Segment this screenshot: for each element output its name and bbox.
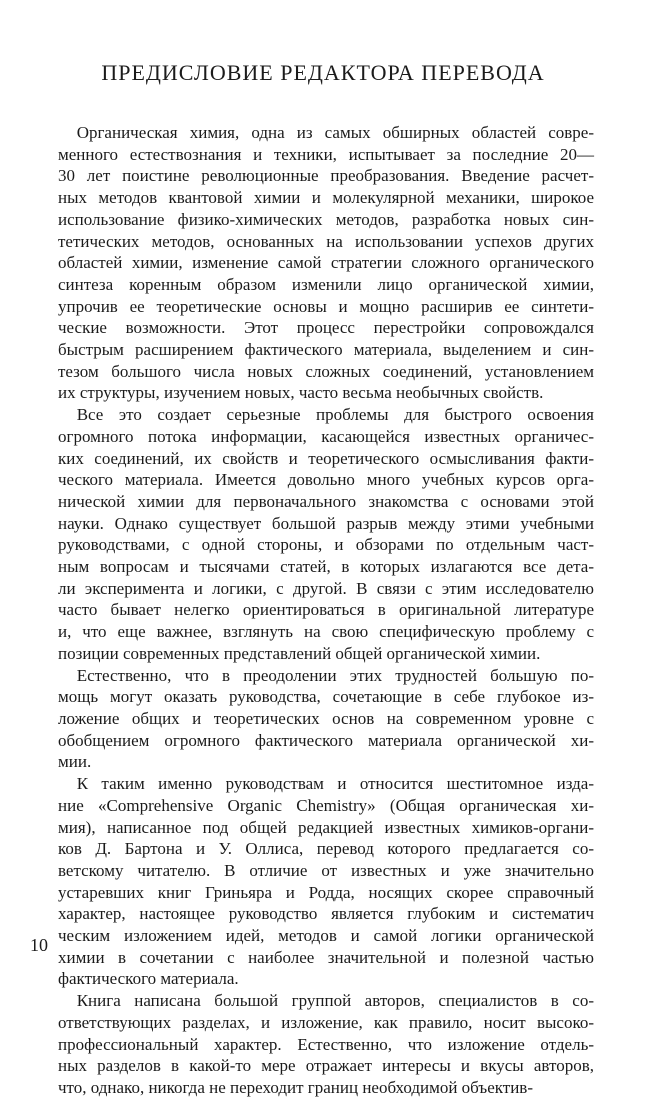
text-line: К таким именно руководствам и относится шеститомное изда- [76, 774, 594, 794]
text-line: ли эксперимента и логики, с другой. В связи с этим исследователю [58, 578, 594, 598]
text-line: характер, настоящее руководство является глубоким и систематич [58, 904, 594, 924]
text-line: тетических методов, основанных на использовании успехов других [58, 231, 594, 251]
text-line: огромного потока информации, касающейся известных органичес- [58, 426, 594, 446]
text-line: быстрым расширением фактического материала, выделением и син- [58, 340, 594, 360]
text-line: ческие возможности. Этот процесс перестройки сопровождался [58, 318, 594, 338]
page-title: ПРЕДИСЛОВИЕ РЕДАКТОРА ПЕРЕВОДА [101, 60, 545, 85]
text-line: химии в сочетании с наиболее значительной и полезной частью [58, 947, 594, 967]
paragraph [58, 990, 594, 1099]
text-line: фактического материала. [58, 969, 239, 989]
text-line: ческого материала. Имеется довольно много учебных курсов орга- [58, 470, 594, 490]
paragraph [58, 122, 594, 404]
text-line: устаревших книг Гриньяра и Родда, носящих скорее справочный [58, 882, 594, 902]
text-line: ложение общих и теоретических основ на современном уровне с [58, 708, 594, 728]
text-line: менного естествознания и техники, испытывает за последние 20— [58, 144, 594, 164]
text-line: областей химии, изменение самой стратегии сложного органического [58, 253, 594, 273]
text-line: часто бывает нелегко ориентироваться в оригинальной литературе [58, 600, 594, 620]
text-line: Книга написана большой группой авторов, специалистов в со- [76, 991, 594, 1011]
text-line: упрочив ее теоретические основы и мощно расширив ее синтети- [58, 296, 594, 316]
paragraph [58, 773, 594, 990]
text-line: их структуры, изучением новых, часто весьма необычных свойств. [58, 383, 544, 403]
text-line: что, однако, никогда не переходит границ необходимой объектив- [58, 1077, 533, 1097]
text-line: ных разделов в какой-то мере отражает интересы и вкусы авторов, [58, 1056, 594, 1076]
text-line: ответствующих разделах, и изложение, как правило, носит высоко- [58, 1012, 594, 1032]
text-line: использование физико-химических методов, разработка новых син- [58, 209, 594, 229]
text-line: 30 лет поистине революционные преобразования. Введение расчет- [58, 166, 594, 186]
text-line: тезом большого числа новых сложных соединений, установлением [58, 361, 594, 381]
paragraph [58, 665, 594, 774]
text-line: мии. [58, 752, 92, 772]
text-line: Естественно, что в преодолении этих трудностей большую по- [76, 665, 594, 685]
text-line: и, что еще важнее, взглянуть на свою специфическую проблему с [58, 622, 594, 642]
text-line: ных методов квантовой химии и молекулярной механики, широкое [58, 188, 594, 208]
text-line: нической химии для первоначального знакомства с основами этой [58, 491, 594, 511]
text-line: ческим изложением идей, методов и самой логики органической [58, 926, 594, 946]
text-line: ветскому читателю. В отличие от известных и уже значительно [58, 860, 594, 880]
text-line: профессиональный характер. Естественно, что изложение отдель- [58, 1034, 594, 1054]
text-line: руководствами, с одной стороны, и обзорами по отдельным част- [58, 535, 594, 555]
page-number: 10 [30, 935, 48, 955]
text-line: Все это создает серьезные проблемы для быстрого освоения [76, 405, 594, 425]
text-line: Органическая химия, одна из самых обширных областей совре- [76, 123, 594, 142]
paragraph [58, 404, 594, 664]
text-line: синтеза коренным образом изменили лицо органической химии, [58, 274, 594, 294]
text-line: обобщением огромного фактического материала органической хи- [58, 730, 594, 750]
text-line: мия), написанное под общей редакцией известных химиков-органи- [58, 817, 594, 837]
text-line: мощь могут оказать руководства, сочетающие в себе глубокое из- [58, 687, 594, 707]
document-body [58, 122, 594, 1099]
text-line: ным вопросам и тысячами статей, в которых излагаются все дета- [58, 557, 594, 577]
text-line: ков Д. Бартона и У. Оллиса, перевод которого предлагается со- [58, 839, 594, 859]
text-line: ких соединений, их свойств и теоретического осмысливания факти- [58, 448, 594, 468]
text-line: ние «Comprehensive Organic Chemistry» (Общая органическая хи- [58, 795, 594, 815]
text-line: позиции современных представлений общей органической химии. [58, 643, 541, 663]
text-line: науки. Однако существует большой разрыв между этими учебными [58, 513, 594, 533]
